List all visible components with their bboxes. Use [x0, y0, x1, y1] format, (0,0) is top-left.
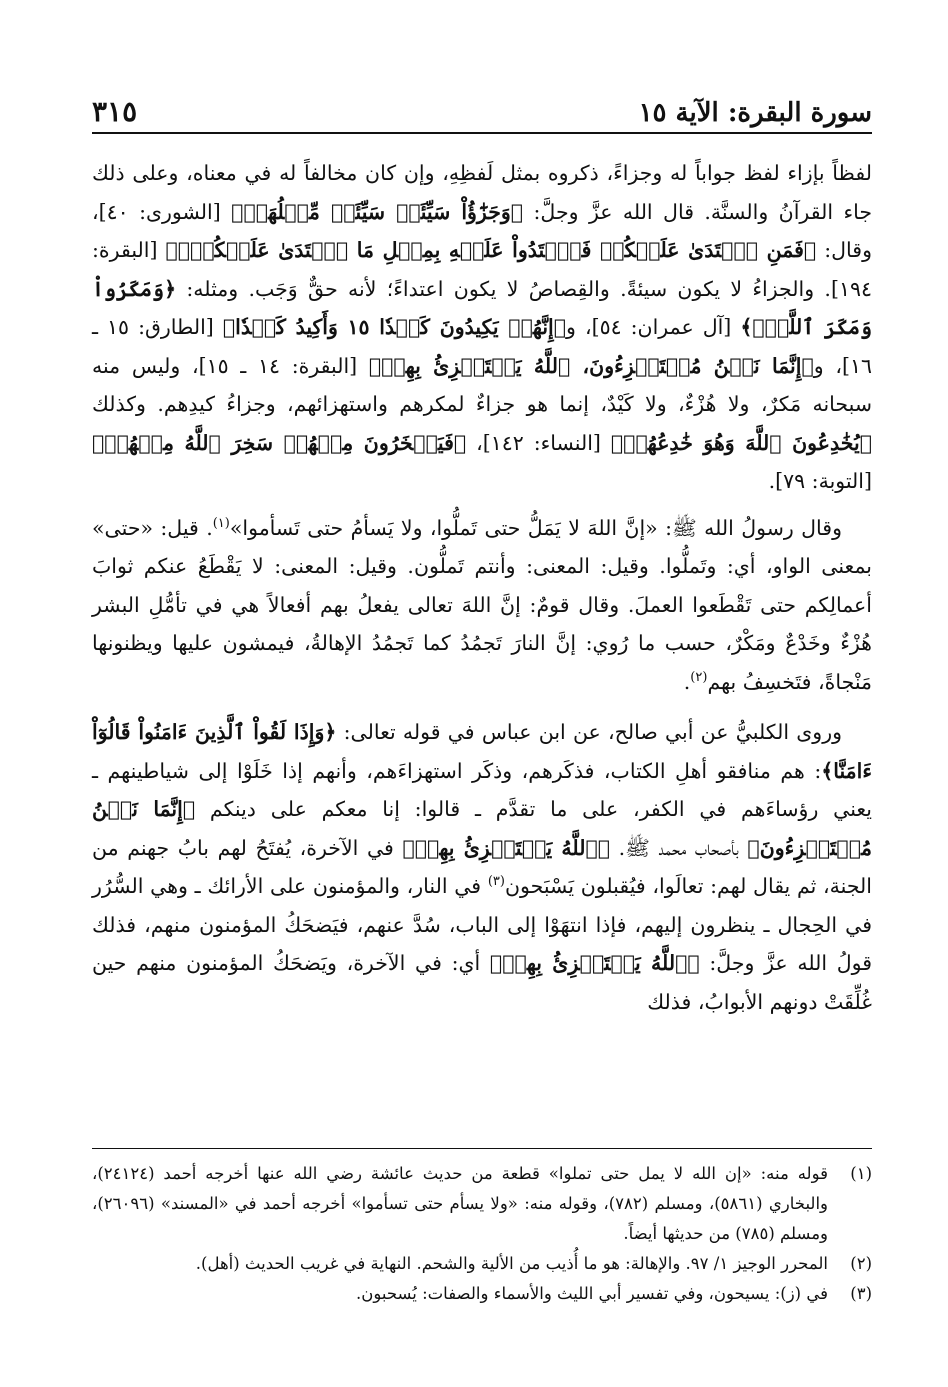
- quran-verse: ﴿وَجَزَٰٓؤُاْ سَيِّئَةٖ سَيِّئَةٞ مِّثۡلُهَاۖ﴾: [231, 199, 524, 224]
- text-segment: في الآخرة، يُفتَحُ لهم بابُ جهنم من الجنة، ثم يقال لهم: تعالَوا، فيُقبلون يَسْبَحون: [92, 835, 872, 898]
- footnote-number: (٢): [850, 1254, 872, 1273]
- text-segment: وروى الكلبيُّ عن أبي صالح، عن ابن عباس في قوله تعالى:: [336, 720, 842, 744]
- quran-verse: ﴿ٱللَّهُ يَسۡتَهۡزِئُ بِهِمۡ﴾: [402, 835, 611, 860]
- running-title: سورة البقرة: الآية ١٥: [638, 98, 872, 128]
- main-text: [92, 154, 872, 1021]
- footnote-text: في (ز): يسيحون، وفي تفسير أبي الليث والأسماء والصفات: يُسحبون.: [356, 1284, 828, 1303]
- footnote-number: (١): [850, 1164, 872, 1183]
- text-segment: [البقرة: ١٤ ـ ١٥]، وليس منه سبحانه مَكرٌ، ولا هُزْءٌ، ولا كَيْدٌ، إنما هو جزاءٌ لمكرهم واستهزائهم، وجزاءُ كيدِهم. وكذلك: [92, 353, 872, 416]
- quran-verse: ﴿إِنَّمَا نَحۡنُ مُسۡتَهۡزِءُونَ﴾: [92, 797, 872, 860]
- text-segment: .: [683, 669, 691, 694]
- text-segment: لفظاً بإزاء لفظ جواباً له وجزاءً، ذكروه بمثل لَفظِهِ، وإن كان مخالفاً له في معناه، وعلى ذلك جاء القرآنُ والسنَّة. قال الله عزَّ وجلَّ:: [92, 161, 872, 224]
- text-segment: وقال رسولُ الله ﷺ: «إنَّ اللهَ لا يَمَلُّ حتى تَملُّوا، ولا يَسأمُ حتى تَسأموا»: [229, 515, 843, 540]
- footnote-text: المحرر الوجيز ١/ ٩٧. والإهالة: هو ما أُذيب من الألية والشحم. النهاية في غريب الحديث (أهل).: [195, 1254, 828, 1273]
- text-segment: أي: في الآخرة، ويَضحَكُ المؤمنون منهم حين غُلِّقَتْ دونهم الأبوابُ، فذلك: [92, 951, 872, 1014]
- text-segment: [آل عمران: ٥٤]، و: [566, 315, 741, 339]
- text-segment: [التوبة: ٧٩].: [768, 469, 872, 493]
- text-segment: : هم منافقو أهلِ الكتاب، فذكَرهم، وذكَر استهزاءَهم، وأنهم إذا خَلَوْا إلى شياطينهم ـ يعني رؤساءَهم في الكفر، على ما تقدَّم ـ قالوا: إنا معكم على دينكم: [92, 758, 873, 821]
- text-segment: [الشورى: ٤٠]، وقال:: [92, 199, 872, 262]
- quran-verse: ﴿وَإِذَا لَقُواْ ٱلَّذِينَ ءَامَنُواْ قَالُوٓاْ ءَامَنَّا﴾: [92, 720, 872, 783]
- paragraph: [92, 154, 872, 501]
- book-page: [92, 78, 872, 1368]
- footnote-marker: (١): [212, 515, 230, 531]
- footnote: [92, 1249, 872, 1279]
- footnote-marker: (٣): [487, 874, 505, 890]
- quran-verse: ﴿ٱللَّهُ يَسۡتَهۡزِئُ بِهِمۡ﴾: [489, 951, 700, 975]
- text-segment: [الطارق: ١٥ ـ ١٦]، و: [92, 315, 872, 378]
- quran-verse: ﴿فَمَنِ ٱعۡتَدَىٰ عَلَيۡكُمۡ فَٱعۡتَدُواْ عَلَيۡهِ بِمِثۡلِ مَا ٱعۡتَدَىٰ عَلَيۡكُمۡۚ﴾: [165, 238, 817, 262]
- footnote-text: قوله منه: «إن الله لا يمل حتى تملوا» قطعة من حديث عائشة رضي الله عنها أخرجه أحمد (٢٤١٢٤)، والبخاري (٥٨٦١)، ومسلم (٧٨٢)، وقوله منه: «ولا يسأم حتى تسأموا» أخرجه أحمد في «المسند» (٢٦٠٩٦)، ومسلم (٧٨٥) من حديثها أيضاً.: [92, 1164, 828, 1243]
- paragraph: [92, 713, 872, 1021]
- page-number: ٣١٥: [92, 95, 138, 128]
- quran-verse: ﴿إِنَّهُمۡ يَكِيدُونَ كَيۡدٗا ١٥ وَأَكِيدُ كَيۡدٗا﴾: [222, 315, 567, 339]
- quran-verse: ﴿فَيَسۡخَرُونَ مِنۡهُمۡ سَخِرَ ٱللَّهُ مِنۡهُمۡ﴾: [92, 430, 467, 455]
- footnote: [92, 1159, 872, 1249]
- quran-verse: ﴿يُخَٰدِعُونَ ٱللَّهَ وَهُوَ خَٰدِعُهُمۡ﴾: [610, 430, 872, 455]
- text-segment: . قيل: «حتى» بمعنى الواو، أي: وتَملُّوا. وقيل: المعنى: وأنتم تَملُّون. وقيل: المعنى: لا يَقْطَعُ عنكم ثوابَ أعمالِكم حتى تَقْطَعوا العملَ. وقال قومٌ: إنَّ اللهَ تعالى يفعلُ بهم أفعالاً هي في تأمُّلِ البشر هُزْءٌ وخَدْعٌ ومَكْرٌ، حسب ما رُوي: إنَّ النارَ تَجمُدُ كما تَجمُدُ الإهالةُ، فيمشون عليها ويظنونها مَنْجاةً، فتَخسِفُ بهم: [92, 515, 872, 694]
- footnote-marker: (٢): [690, 669, 708, 685]
- quran-verse: ﴿وَمَكَرُواْ وَمَكَرَ ٱللَّهُۖ﴾: [92, 276, 872, 339]
- text-segment: بأصحاب محمد ﷺ.: [610, 835, 748, 860]
- page-header: [92, 78, 872, 134]
- text-segment: [النساء: ١٤٢]،: [466, 430, 611, 455]
- quran-verse: ﴿إِنَّمَا نَحۡنُ مُسۡتَهۡزِءُونَ، ٱللَّهُ يَسۡتَهۡزِئُ بِهِمۡ﴾: [368, 353, 814, 378]
- footnote: [92, 1279, 872, 1309]
- footnotes-section: [92, 1148, 872, 1309]
- paragraph: [92, 509, 872, 702]
- text-segment: في النار، والمؤمنون على الأرائك ـ وهي السُّرُر في الحِجال ـ ينظرون إليهم، فإذا انتهَوْا إلى الباب، سُدَّ عنهم، فيَضحَكُ المؤمنون منهم، فذلك قولُ الله عزَّ وجلَّ:: [92, 874, 873, 975]
- footnote-number: (٣): [850, 1284, 872, 1303]
- text-segment: [البقرة: ١٩٤]. والجزاءُ لا يكون سيئةً. والقِصاصُ لا يكون اعتداءً؛ لأنه حقٌّ وَجَب. ومثله:: [92, 238, 872, 301]
